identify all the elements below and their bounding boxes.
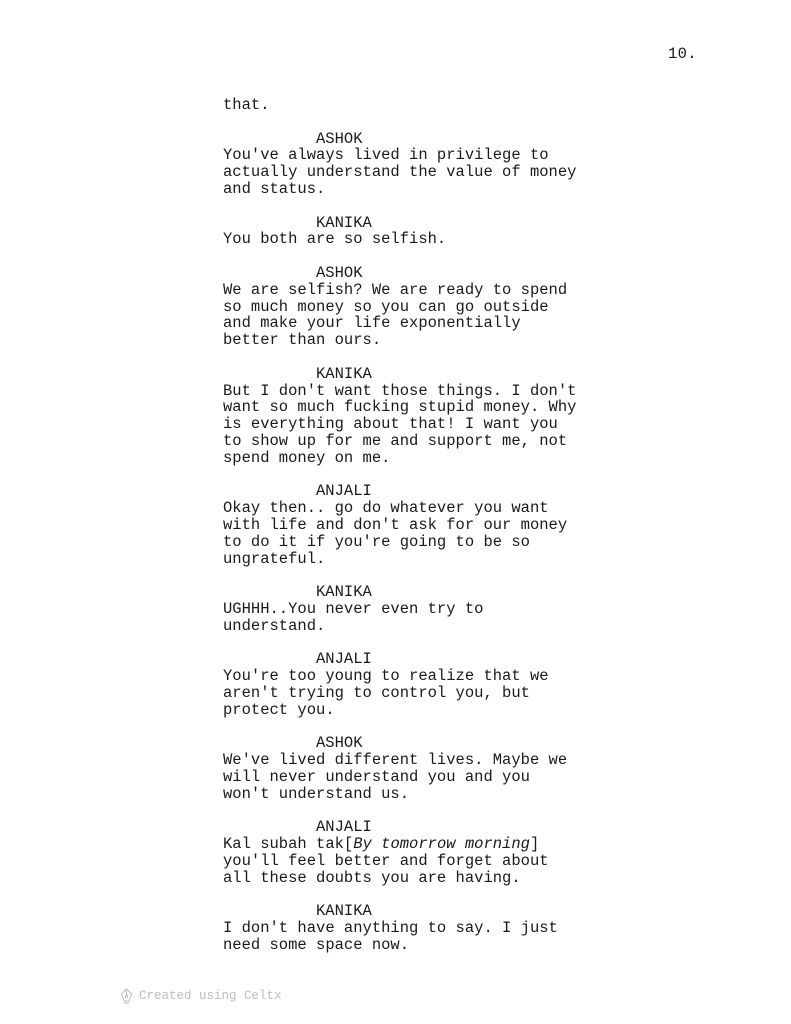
dialogue-line: better than ours. xyxy=(223,331,382,350)
dialogue-line: with life and don't ask for our money xyxy=(223,515,568,534)
dialogue-line: and make your life exponentially xyxy=(223,314,521,333)
dialogue-block xyxy=(223,651,603,718)
dialogue-line: won't understand us. xyxy=(223,784,410,803)
character-name: ASHOK xyxy=(316,734,363,753)
dialogue-line: Okay then.. go do whatever you want xyxy=(223,499,549,518)
dialogue-line: We are selfish? We are ready to spend xyxy=(223,280,568,299)
bracket-close: ] xyxy=(529,835,540,854)
dialogue-block xyxy=(223,584,603,634)
dialogue-line: actually understand the value of money xyxy=(223,163,577,182)
dialogue-block xyxy=(223,131,603,198)
dialogue-line: UGHHH..You never even try to xyxy=(223,599,484,618)
character-name: ANJALI xyxy=(316,482,372,501)
dialogue-line: I don't have anything to say. I just xyxy=(223,919,558,938)
character-name: ANJALI xyxy=(316,818,372,837)
dialogue-line: You both are so selfish. xyxy=(223,230,447,249)
dialogue-block xyxy=(223,215,603,249)
dialogue-block xyxy=(223,366,603,467)
dialogue-line: and status. xyxy=(223,179,326,198)
footer-text: Created using Celtx xyxy=(139,989,282,1003)
dialogue-block xyxy=(223,483,603,567)
dialogue-line: You've always lived in privilege to xyxy=(223,146,549,165)
script-page-body xyxy=(223,97,603,970)
character-name: KANIKA xyxy=(316,364,372,383)
dialogue-line: aren't trying to control you, but xyxy=(223,683,530,702)
pen-nib-icon xyxy=(120,988,133,1004)
character-name: KANIKA xyxy=(316,213,372,232)
translation-text: By tomorrow morning xyxy=(353,835,530,854)
character-name: KANIKA xyxy=(316,583,372,602)
dialogue-line: But I don't want those things. I don't xyxy=(223,381,577,400)
character-name: ASHOK xyxy=(316,129,363,148)
dialogue-line: to do it if you're going to be so xyxy=(223,532,530,551)
dialogue-line: You're too young to realize that we xyxy=(223,667,549,686)
dialogue-line: is everything about that! I want you xyxy=(223,415,558,434)
action-text: that. xyxy=(223,96,270,114)
dialogue-block xyxy=(223,903,603,953)
dialogue-line: We've lived different lives. Maybe we xyxy=(223,751,568,770)
dialogue-line: so much money so you can go outside xyxy=(223,297,549,316)
page-number: 10. xyxy=(668,45,697,63)
dialogue-line: need some space now. xyxy=(223,935,410,954)
dialogue-line: ungrateful. xyxy=(223,549,326,568)
character-name: KANIKA xyxy=(316,902,372,921)
dialogue-line: you'll feel better and forget about xyxy=(223,851,549,870)
dialogue-line: spend money on me. xyxy=(223,448,391,467)
dialogue-line: will never understand you and you xyxy=(223,767,530,786)
dialogue-line-with-translation xyxy=(223,836,603,853)
celtx-footer xyxy=(120,988,282,1004)
character-name: ASHOK xyxy=(316,263,363,282)
dialogue-line: want so much fucking stupid money. Why xyxy=(223,398,577,417)
hindi-text: Kal subah tak[ xyxy=(223,835,354,854)
action-line xyxy=(223,97,603,114)
dialogue-line: to show up for me and support me, not xyxy=(223,431,568,450)
dialogue-line: all these doubts you are having. xyxy=(223,868,521,887)
dialogue-line: understand. xyxy=(223,616,326,635)
dialogue-line: protect you. xyxy=(223,700,335,719)
dialogue-block xyxy=(223,735,603,802)
character-name: ANJALI xyxy=(316,650,372,669)
dialogue-block xyxy=(223,819,603,886)
dialogue-block xyxy=(223,265,603,349)
